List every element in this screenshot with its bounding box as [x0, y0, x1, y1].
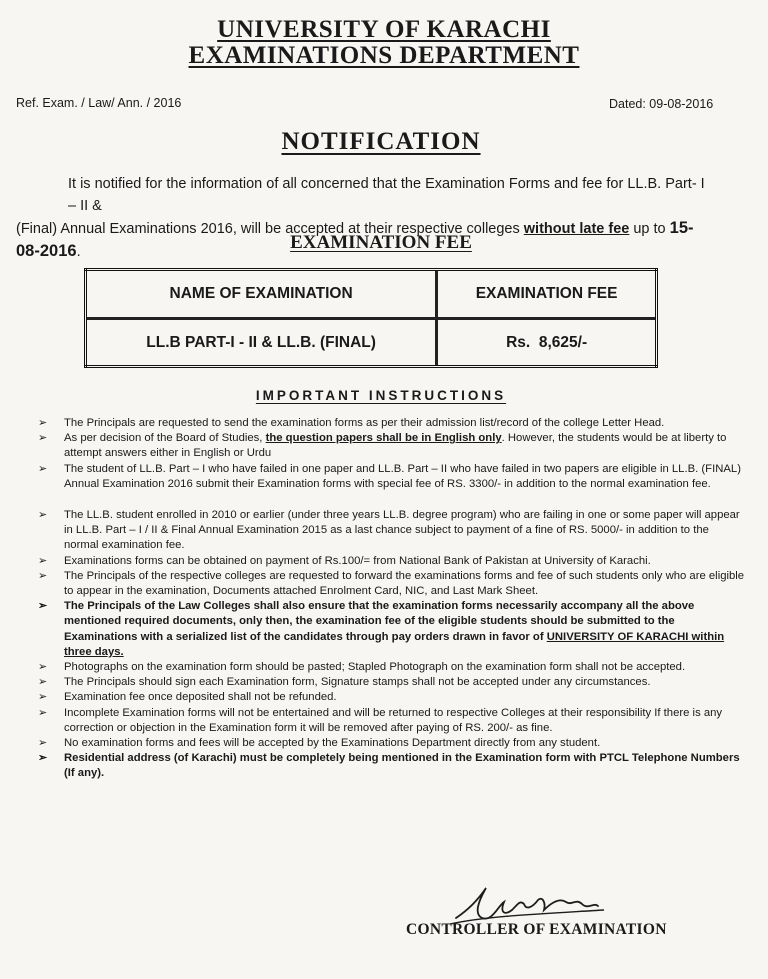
arrow-bullet-icon: ➢	[38, 600, 48, 613]
list-item: ➢ The Principals should sign each Examination form, Signature stamps shall not be accepted under any circumstances.	[38, 675, 746, 690]
controller-of-examination: CONTROLLER OF EXAMINATION	[406, 921, 667, 938]
arrow-bullet-icon: ➢	[38, 737, 48, 750]
list-item: ➢ Photographs on the examination form should be pasted; Stapled Photograph on the examination form shall not be accepted.	[38, 660, 746, 675]
list-item: ➢ The Principals are requested to send the examination forms as per their admission list/record of the college Letter Head.	[38, 416, 746, 431]
dated: Dated: 09-08-2016	[609, 97, 714, 111]
fee-amount: 8,625/-	[538, 333, 588, 351]
department-title: EXAMINATIONS DEPARTMENT	[188, 42, 580, 69]
list-item: ➢ No examination forms and fees will be accepted by the Examinations Department directly from any student.	[38, 736, 746, 751]
arrow-bullet-icon: ➢	[38, 691, 48, 704]
list-item: ➢ As per decision of the Board of Studies, the question papers shall be in English only. However, the students would be at liberty to attempt answers either in English or Urdu	[38, 432, 727, 460]
intro-line-1: It is notified for the information of all concerned that the Examination Forms and fee for LL.B. Part- I – II &	[68, 176, 705, 214]
arrow-bullet-icon: ➢	[38, 706, 48, 719]
without-late-fee: without late fee	[523, 221, 630, 237]
header-examination-fee: EXAMINATION FEE	[437, 270, 657, 319]
list-item: ➢ The Principals of the respective colleges are requested to forward the examinations forms and fee of such students only who are eligible to appear in the examination, Documents attached Enrolment Card, NIC, and Last Mark Sheet.	[38, 569, 745, 598]
list-item: ➢ Examinations forms can be obtained on payment of Rs.100/= from National Bank of Pakistan at University of Karachi.	[38, 554, 746, 569]
arrow-bullet-icon: ➢	[38, 417, 48, 429]
fee-cell: Rs. 8,625/-	[437, 319, 657, 367]
arrow-bullet-icon: ➢	[38, 752, 48, 765]
fee-section-title: EXAMINATION FEE	[290, 232, 472, 253]
instructions-list	[38, 416, 746, 782]
arrow-bullet-icon: ➢	[38, 554, 48, 567]
instructions-title: IMPORTANT INSTRUCTIONS	[255, 388, 507, 403]
list-item: ➢ The LL.B. student enrolled in 2010 or earlier (under three years LL.B. degree program) who are failing in one or some paper will appear in LL.B. Part – I / II & Final Annual Examination 2015 as a last chance subject to payment of a fine of RS. 5000/- in addition to the normal examination fee.	[38, 509, 740, 552]
list-item: ➢ Examination fee once deposited shall not be refunded.	[38, 690, 746, 705]
arrow-bullet-icon: ➢	[38, 676, 48, 689]
list-item: ➢ Residential address (of Karachi) must be completely being mentioned in the Examination form with PTCL Telephone Numbers (If any).	[38, 752, 740, 780]
list-item: ➢ Incomplete Examination forms will not be entertained and will be returned to respective Colleges at their responsibility If there is any correction or objection in the Examination form it will be removed after paying of RS. 200/- as fine.	[38, 706, 723, 734]
deadline-date: 15-08-2016	[16, 219, 694, 260]
university-title: UNIVERSITY OF KARACHI	[217, 16, 551, 43]
reference-number: Ref. Exam. / Law/ Ann. / 2016	[16, 96, 182, 110]
arrow-bullet-icon: ➢	[38, 661, 48, 674]
arrow-bullet-icon: ➢	[38, 569, 48, 582]
table-header-row	[86, 270, 657, 319]
arrow-bullet-icon: ➢	[38, 432, 48, 445]
arrow-bullet-icon: ➢	[38, 462, 48, 475]
fee-table	[84, 268, 658, 368]
table-row	[86, 319, 657, 367]
list-item: ➢ The Principals of the Law Colleges shall also ensure that the examination forms necessarily accompany all the above mentioned required documents, only then, the examination fee of the eligible students should be submitted to the Examinations with a serialized list of the candidates through pay orders drawn in favor of UNIVERSITY OF KARACHI within three days.	[38, 600, 725, 658]
notification-title: NOTIFICATION	[281, 128, 481, 155]
intro-line-2: (Final) Annual Examinations 2016, will be accepted at their respective colleges without late fee up to 15-08-2016.	[16, 219, 694, 260]
exam-name-cell: LL.B PART-I - II & LL.B. (FINAL)	[86, 319, 437, 367]
list-item: ➢ The student of LL.B. Part – I who have failed in one paper and LL.B. Part – II who have failed in two papers are eligible in LL.B. (FINAL) Annual Examination 2016 submit their Examination forms with special fee of RS. 3300/- in addition to the normal examination fee.	[38, 462, 741, 490]
arrow-bullet-icon: ➢	[38, 509, 48, 522]
header-name-of-examination: NAME OF EXAMINATION	[86, 270, 437, 319]
